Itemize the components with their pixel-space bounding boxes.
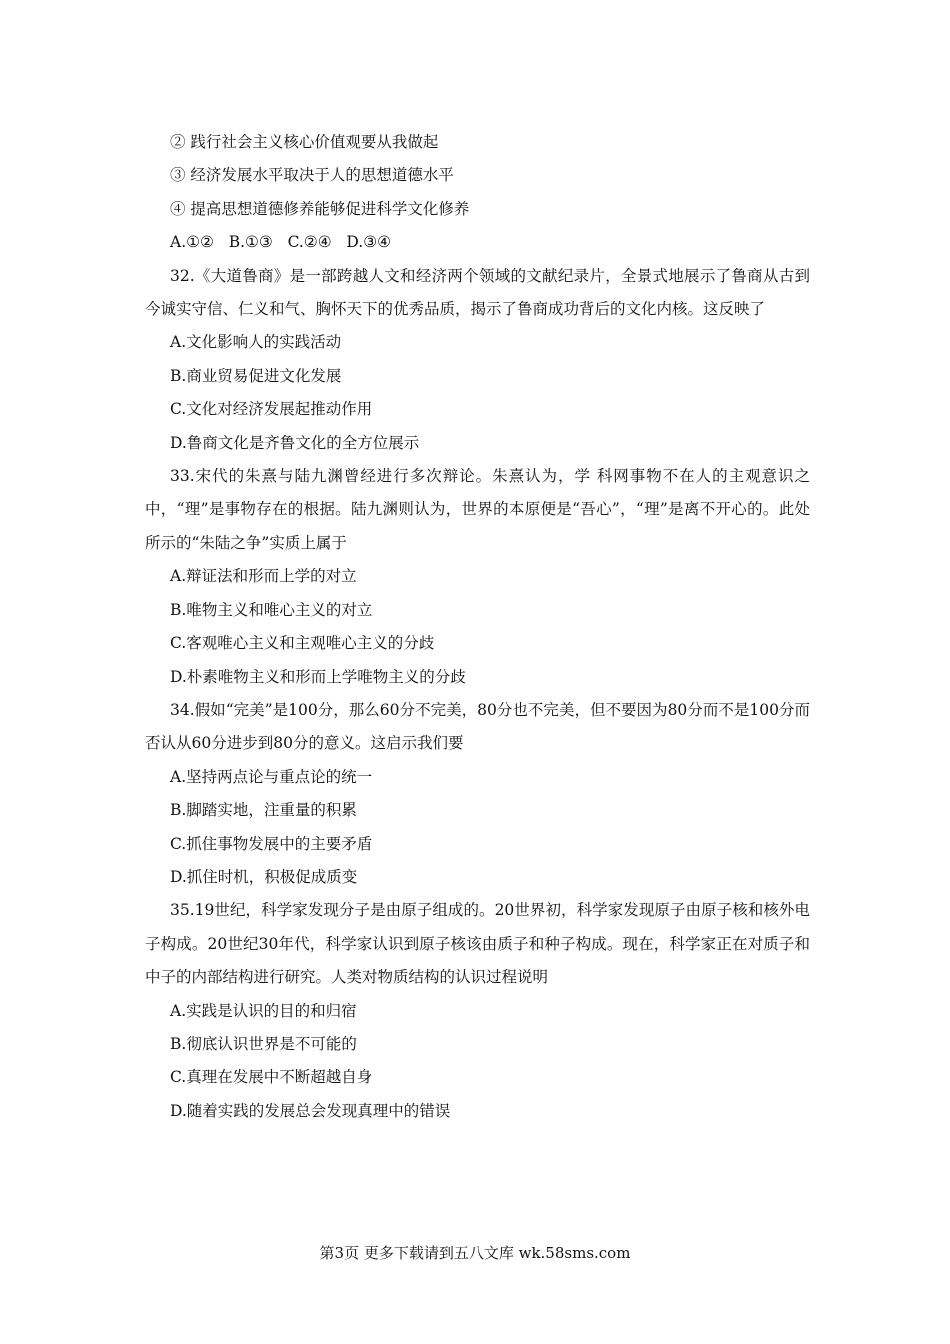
q32-option-a: A.文化影响人的实践活动 <box>170 333 342 352</box>
q35-option-b: B.彻底认识世界是不可能的 <box>170 1034 357 1053</box>
q35-option-a: A.实践是认识的目的和归宿 <box>170 1001 357 1020</box>
q35-stem: 35.19世纪，科学家发现分子是由原子组成的。20世界初，科学家发现原子由原子核和核外电子构成。20世纪30年代，科学家认识到原子核该由质子和种子构成。现在，科学家正在对质子和中子的内部结构进行研究。人类对物质结构的认识过程说明 <box>145 901 810 987</box>
q31-option-4: ④ 提高思想道德修养能够促进科学文化修养 <box>170 199 470 218</box>
q34-option-b: B.脚踏实地，注重量的积累 <box>170 801 357 820</box>
q33-option-b: B.唯物主义和唯心主义的对立 <box>170 600 373 619</box>
page-content <box>145 126 810 1128</box>
q31-choices: A.①② B.①③ C.②④ D.③④ <box>170 233 391 252</box>
q32-option-c: C.文化对经济发展起推动作用 <box>170 400 373 419</box>
q33-option-d: D.朴素唯物主义和形而上学唯物主义的分歧 <box>170 667 466 686</box>
q32-option-d: D.鲁商文化是齐鲁文化的全方位展示 <box>170 433 420 452</box>
q34-stem: 34.假如“完美”是100分，那么60分不完美，80分也不完美，但不要因为80分而不是100分而否认从60分进步到80分的意义。这启示我们要 <box>145 700 810 753</box>
q33-option-a: A.辩证法和形而上学的对立 <box>170 567 357 586</box>
q33-stem: 33.宋代的朱熹与陆九渊曾经进行多次辩论。朱熹认为，学 科网事物不在人的主观意识之中，“理”是事物存在的根据。陆九渊则认为，世界的本原便是“吾心”，“理”是离不开心的。此处所示的“朱陆之争”实质上属于 <box>145 467 810 552</box>
q32-option-b: B.商业贸易促进文化发展 <box>170 366 342 385</box>
q32-stem: 32.《大道鲁商》是一部跨越人文和经济两个领域的文献纪录片，全景式地展示了鲁商从古到今诚实守信、仁义和气、胸怀天下的优秀品质，揭示了鲁商成功背后的文化内核。这反映了 <box>145 266 810 319</box>
q34-option-a: A.坚持两点论与重点论的统一 <box>170 767 373 786</box>
q34-option-d: D.抓住时机，积极促成质变 <box>170 867 358 886</box>
q31-option-2: ② 践行社会主义核心价值观要从我做起 <box>170 133 439 151</box>
q34-option-c: C.抓住事物发展中的主要矛盾 <box>170 834 373 853</box>
q33-option-c: C.客观唯心主义和主观唯心主义的分歧 <box>170 634 435 653</box>
q31-option-3: ③ 经济发展水平取决于人的思想道德水平 <box>170 166 454 185</box>
q35-option-c: C.真理在发展中不断超越自身 <box>170 1068 373 1087</box>
q35-option-d: D.随着实践的发展总会发现真理中的错误 <box>170 1101 451 1120</box>
page-footer: 第3页 更多下载请到五八文库 wk.58sms.com <box>319 1244 631 1262</box>
